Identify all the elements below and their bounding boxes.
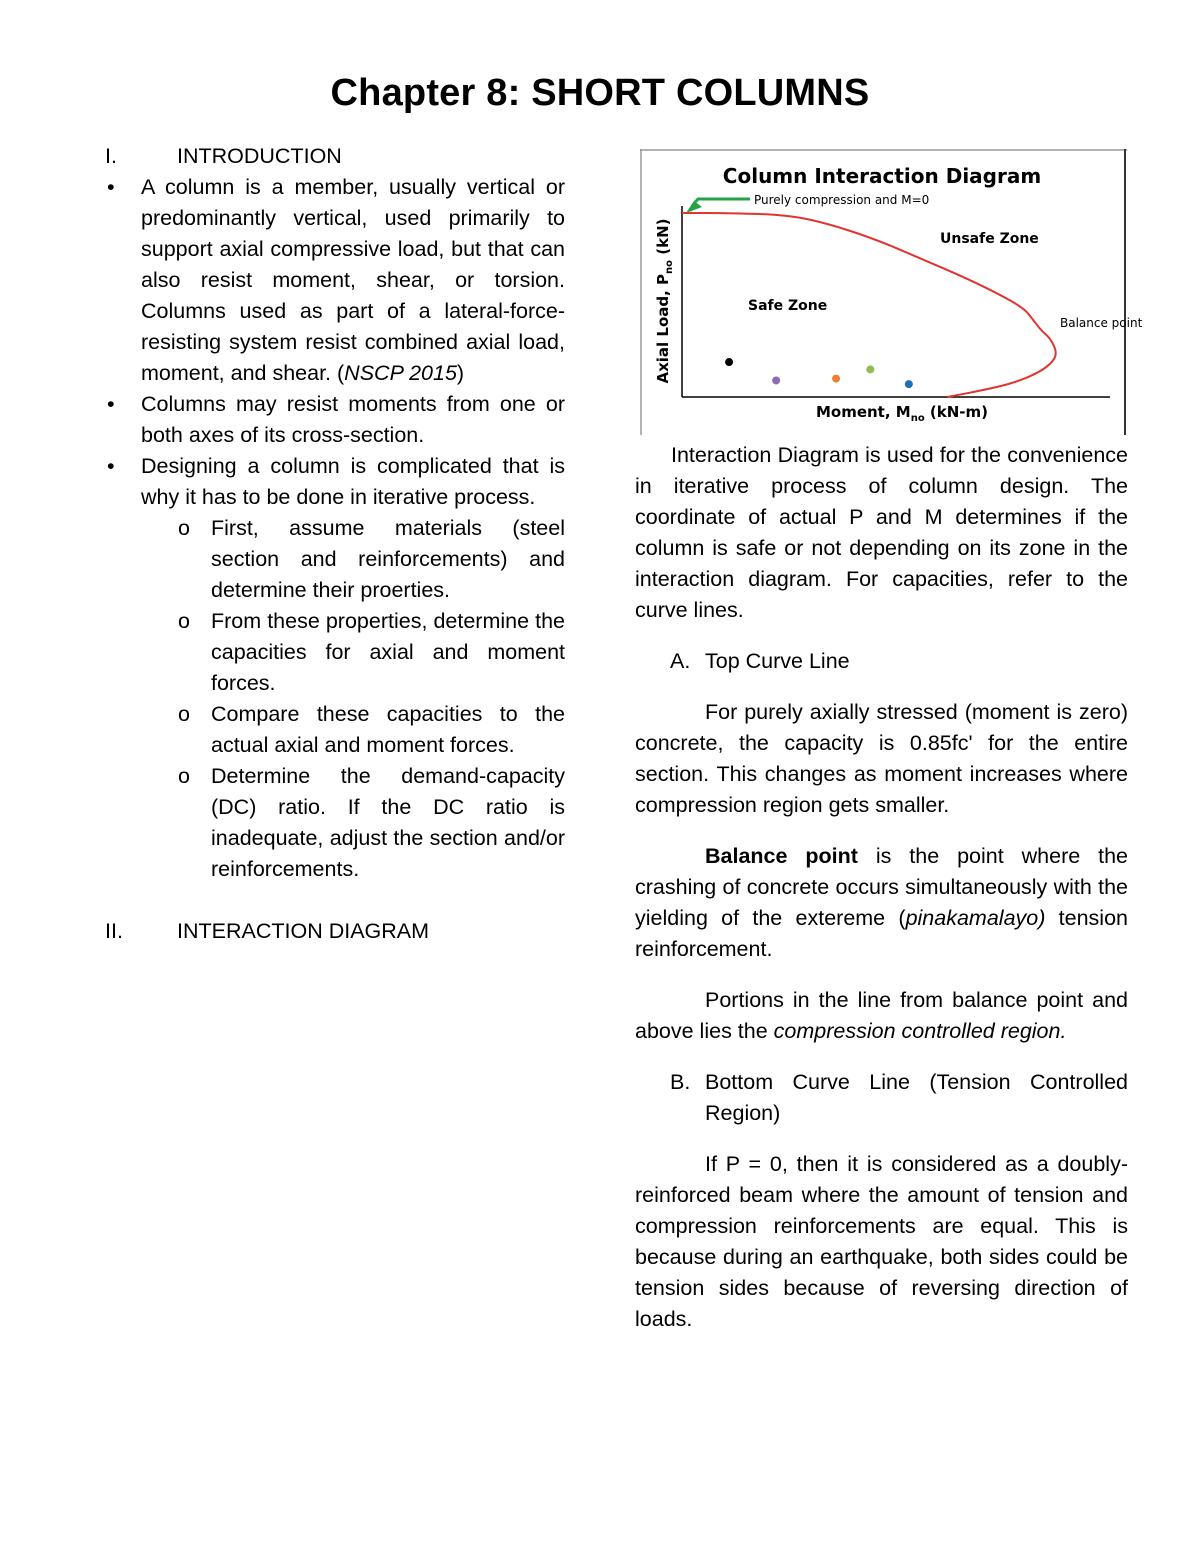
bullet-item: [105, 451, 565, 513]
sub-item-text: From these properties, determine the capacities for axial and moment forces.: [211, 609, 565, 695]
unsafe-zone-label: Unsafe Zone: [940, 231, 1039, 247]
page-title: Chapter 8: SHORT COLUMNS: [330, 72, 870, 114]
data-point-3: [832, 375, 840, 383]
sub-bullet-icon: o: [178, 764, 190, 788]
bullet-icon: •: [107, 454, 115, 478]
chart-title: Column Interaction Diagram: [722, 164, 1042, 188]
balance-point-label: Balance point: [1060, 316, 1143, 330]
section-heading-introduction: [105, 141, 565, 172]
data-point-1: [725, 358, 733, 366]
bullet-text: Columns may resist moments from one or both axes of its cross-section.: [141, 392, 565, 447]
balance-text: is the point where the crashing of concrete occurs simultaneously with the yielding of the extereme (: [635, 844, 1128, 930]
bullet-icon: •: [107, 175, 115, 199]
x-axis-label: Moment, $M_{no}$ (kN-m): [815, 403, 989, 424]
intro-paragraph: Interaction Diagram is used for the convenience in iterative process of column design. The coordinate of actual P and M determines if the column is safe or not depending on its zone in the interaction diagram. For capacities, refer to the curve lines.: [635, 443, 1128, 622]
sub-item-text: Determine the demand-capacity (DC) ratio. If the DC ratio is inadequate, adjust the section and/or reinforcements.: [211, 764, 565, 881]
section-heading-interaction-diagram: [105, 916, 565, 947]
safe-zone-label: Safe Zone: [748, 298, 828, 314]
balance-point-term: Balance point: [705, 844, 858, 868]
bullet-text-end: ): [456, 361, 465, 385]
y-axis-label: Axial Load, $P_{no}$ (kN): [654, 218, 675, 384]
sub-bullet-icon: o: [178, 609, 190, 633]
bullet-item: [105, 389, 565, 451]
bottom-curve-paragraph: If P = 0, then it is considered as a doubly-reinforced beam where the amount of tension and compression reinforcements are equal. This is because during an earthquake, both sides could be tension sides because of reversing direction of loads.: [635, 1152, 1128, 1331]
subheading-b: [635, 1067, 1128, 1129]
balance-text-end: tension reinforcement.: [635, 906, 1128, 961]
subheading-letter: A.: [670, 649, 691, 673]
subheading-title: Top Curve Line: [705, 649, 850, 673]
sub-bullet-icon: o: [178, 516, 190, 540]
interaction-diagram-chart: [640, 149, 1143, 435]
arrow-head-icon: [686, 201, 702, 213]
portions-emphasis: compression controlled region.: [773, 1019, 1067, 1043]
balance-emphasis: pinakamalayo): [905, 906, 1046, 930]
top-curve-paragraph: For purely axially stressed (moment is zero) concrete, the capacity is 0.85fc' for the entire section. This changes as moment increases where compression region gets smaller.: [635, 700, 1128, 817]
pure-compression-label: Purely compression and M=0: [754, 193, 930, 207]
sub-item: [105, 761, 565, 885]
bullet-text: Designing a column is complicated that is why it has to be done in iterative process.: [141, 454, 565, 509]
sub-item-text: First, assume materials (steel section and reinforcements) and determine their proerties.: [211, 516, 565, 602]
bullet-icon: •: [107, 392, 115, 416]
left-column: [105, 141, 565, 947]
sub-item-text: Compare these capacities to the actual axial and moment forces.: [211, 702, 565, 757]
subheading-letter: B.: [670, 1070, 691, 1094]
portions-paragraph: [635, 985, 1128, 1047]
bullet-item: [105, 172, 565, 389]
subheading-a: [635, 646, 1128, 677]
balance-point-paragraph: [635, 841, 1128, 965]
data-point-5: [905, 380, 913, 388]
subheading-title: Bottom Curve Line (Tension Controlled Region): [705, 1070, 1128, 1125]
data-point-2: [772, 376, 780, 384]
data-point-4: [866, 365, 874, 373]
sub-item: [105, 699, 565, 761]
sub-bullet-icon: o: [178, 702, 190, 726]
section-title: INTERACTION DIAGRAM: [177, 919, 430, 943]
bullet-text: A column is a member, usually vertical or predominantly vertical, used primarily to support axial compressive load, but that can also resist moment, shear, or torsion. Columns used as part of a lateral-force-resisting system resist combined axial load, moment, and shear. (: [141, 175, 565, 385]
section-number: I.: [105, 144, 117, 168]
bullet-citation: NSCP 2015: [344, 361, 457, 385]
right-column: [635, 440, 1128, 1335]
section-title: INTRODUCTION: [177, 144, 342, 168]
sub-item: [105, 606, 565, 699]
data-points: [725, 358, 913, 388]
portions-text: Portions in the line from balance point and above lies the: [635, 988, 1128, 1043]
section-number: II.: [105, 919, 123, 943]
chart-svg: [640, 149, 1143, 435]
sub-item: [105, 513, 565, 606]
